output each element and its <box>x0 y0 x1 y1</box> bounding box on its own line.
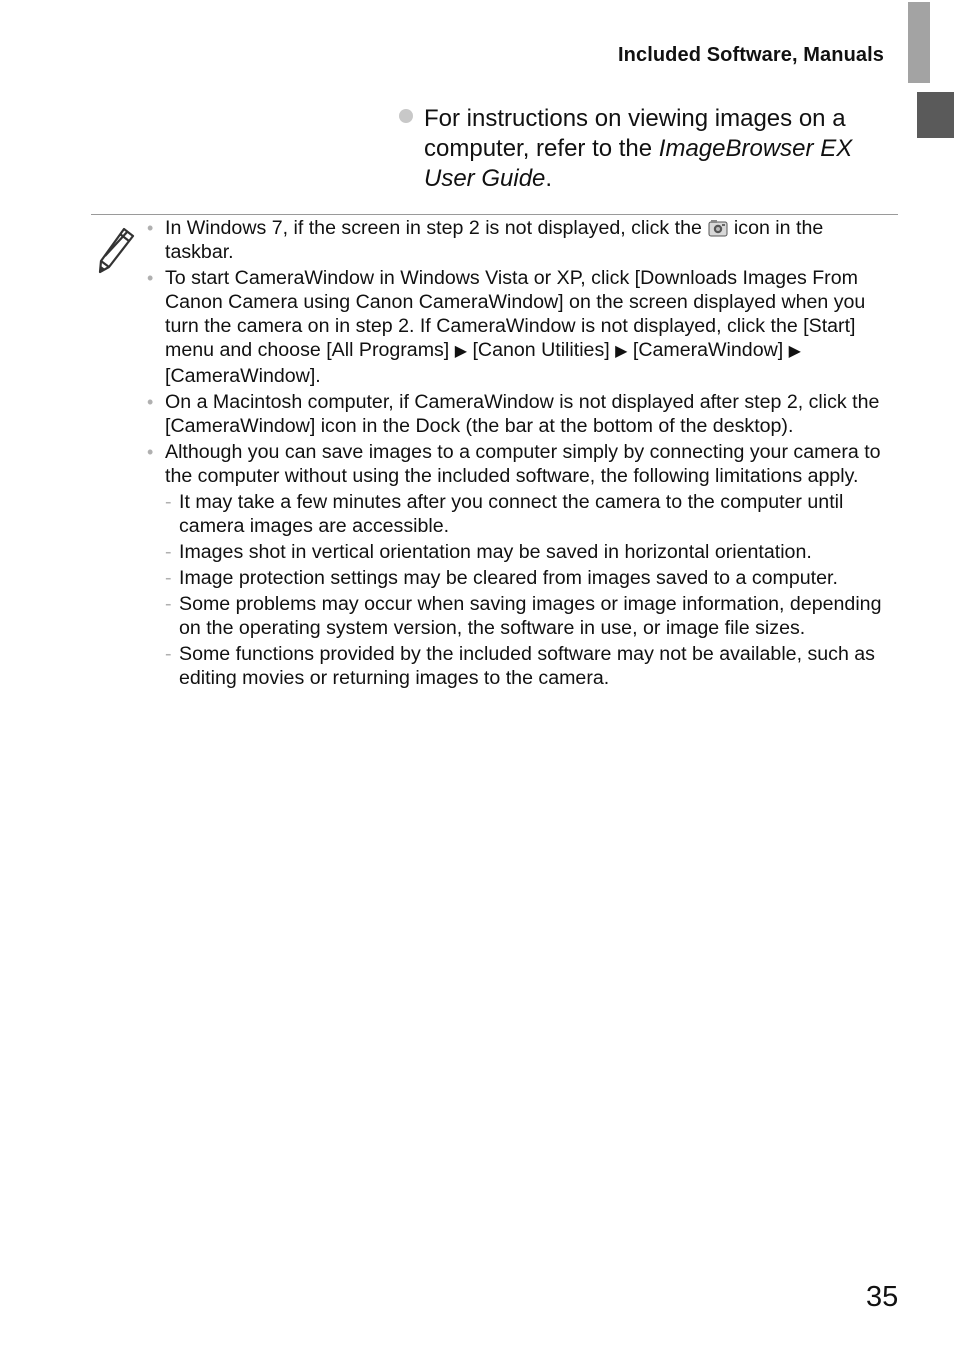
top-bullet-text-before: For instructions on viewing images on a computer, refer to the <box>424 105 846 162</box>
camerawindow-taskbar-icon <box>708 219 728 237</box>
note-text: Although you can save images to a computer simply by connecting your camera to the computer without using the included software, the following limitations apply. <box>165 441 881 487</box>
sub-dash: - <box>165 491 172 513</box>
pencil-note-icon <box>97 226 135 274</box>
sub-item <box>165 642 887 690</box>
arrow-icon: ▶ <box>788 343 801 360</box>
section-divider <box>91 214 898 215</box>
sub-item <box>165 566 887 590</box>
sub-item-text: Some functions provided by the included software may not be available, such as editing movies or returning images to the camera. <box>179 643 875 689</box>
note-text: In Windows 7, if the screen in step 2 is not displayed, click the <box>165 217 702 239</box>
note-item <box>147 216 887 264</box>
user-guide-title: ImageBrowser EX User Guide <box>424 135 853 192</box>
sub-item <box>165 592 887 640</box>
sub-dash: - <box>165 567 172 589</box>
arrow-icon: ▶ <box>615 343 628 360</box>
sub-item <box>165 540 887 564</box>
sub-dash: - <box>165 643 172 665</box>
note-text: [Canon Utilities] <box>472 339 610 361</box>
note-text: [CameraWindow]. <box>165 365 321 387</box>
note-bullet: • <box>147 392 154 412</box>
sub-item-text: It may take a few minutes after you connect the camera to the computer until camera images are accessible. <box>179 491 844 537</box>
note-bullet: • <box>147 442 154 462</box>
section-tab-light <box>908 2 930 83</box>
sub-dash: - <box>165 593 172 615</box>
top-bullet <box>398 104 868 194</box>
note-item <box>147 390 887 438</box>
arrow-icon: ▶ <box>454 343 468 360</box>
note-bullet: • <box>147 268 154 288</box>
sub-dash: - <box>165 541 172 563</box>
circle-bullet-icon <box>399 109 413 123</box>
note-text: icon in the taskbar. <box>165 217 824 263</box>
sub-item-text: Images shot in vertical orientation may be saved in horizontal orientation. <box>179 541 812 563</box>
note-item <box>147 440 887 488</box>
note-text: On a Macintosh computer, if CameraWindow is not displayed after step 2, click the [CameraWindow] icon in the Dock (the bar at the bottom of the desktop). <box>165 391 880 437</box>
sub-item-text: Some problems may occur when saving images or image information, depending on the operating system version, the software in use, or image file sizes. <box>179 593 882 639</box>
top-bullet-text <box>424 104 868 194</box>
sub-item-text: Image protection settings may be cleared from images saved to a computer. <box>179 567 838 589</box>
note-item <box>147 266 887 388</box>
notes-list <box>147 216 887 692</box>
note-text: To start CameraWindow in Windows Vista or XP, click [Downloads Images From Canon Camera using Canon CameraWindow] on the screen displayed when you turn the camera on in step 2. If CameraWindow is not displayed, click the [Start] menu and choose [All Programs] <box>165 267 866 361</box>
page-header-title: Included Software, Manuals <box>618 44 884 66</box>
top-bullet-text-after: . <box>545 165 553 192</box>
section-tab-dark <box>917 92 954 138</box>
page-number: 35 <box>866 1281 899 1313</box>
note-bullet: • <box>147 218 154 238</box>
sub-item <box>165 490 887 538</box>
note-text: [CameraWindow] <box>632 339 784 361</box>
